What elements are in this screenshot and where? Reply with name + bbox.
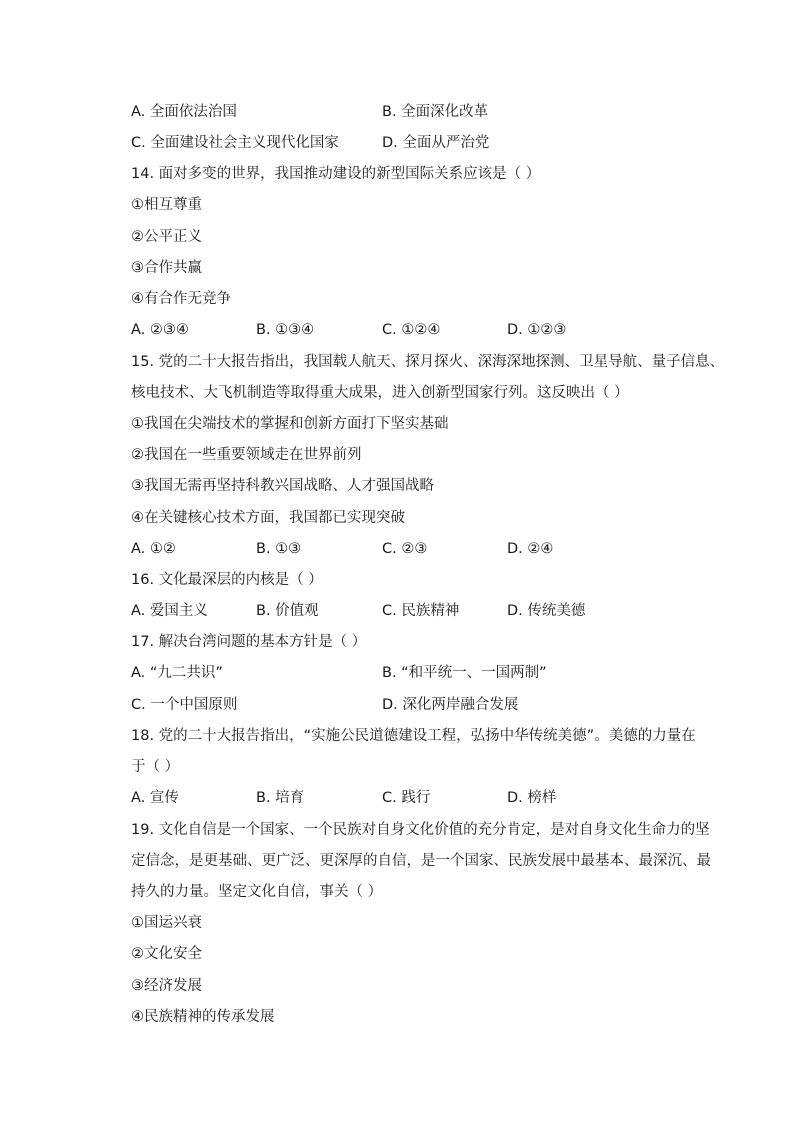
q14-option-c: C. ①②④ [382,322,441,338]
q14-option-a: A. ②③④ [131,322,189,338]
q17-option-b: B. “和平统一、一国两制” [382,665,547,681]
q18-option-a: A. 宣传 [131,790,179,806]
q16-option-a: A. 爱国主义 [131,603,208,619]
q19-item-3: ③经济发展 [131,978,202,994]
q19-stem-line-1: 19. 文化自信是一个国家、一个民族对自身文化价值的充分肯定，是对自身文化生命力的坚 [131,822,710,838]
q13-option-a: A. 全面依法治国 [131,104,237,120]
q15-item-1: ①我国在尖端技术的掌握和创新方面打下坚实基础 [131,416,449,432]
q18-option-d: D. 榜样 [507,790,557,806]
q14-item-3: ③合作共赢 [131,260,202,276]
q15-item-4: ④在关键核心技术方面，我国都已实现突破 [131,510,405,526]
q13-option-b: B. 全面深化改革 [382,104,489,120]
q15-option-a: A. ①② [131,541,176,557]
q18-stem-line-2: 于（ ） [131,759,180,775]
q16-option-d: D. 传统美德 [507,603,586,619]
q19-stem-line-3: 持久的力量。坚定文化自信，事关（ ） [131,884,383,900]
q17-option-c: C. 一个中国原则 [131,697,238,713]
q13-option-c: C. 全面建设社会主义现代化国家 [131,135,339,151]
q19-item-4: ④民族精神的传承发展 [131,1009,275,1025]
q16-option-c: C. 民族精神 [382,603,460,619]
q15-option-d: D. ②④ [507,541,554,557]
q15-item-2: ②我国在一些重要领域走在世界前列 [131,447,362,463]
q14-stem: 14. 面对多变的世界，我国推动建设的新型国际关系应该是（ ） [131,166,541,182]
q16-option-b: B. 价值观 [256,603,319,619]
q13-option-d: D. 全面从严治党 [382,135,490,151]
q17-option-a: A. “九二共识” [131,665,223,681]
q17-stem: 17. 解决台湾问题的基本方针是（ ） [131,634,367,650]
q19-stem-line-2: 定信念，是更基础、更广泛、更深厚的自信，是一个国家、民族发展中最基本、最深沉、最 [131,853,711,869]
q15-stem-line-1: 15. 党的二十大报告指出，我国载人航天、探月探火、深海深地探测、卫星导航、量子信息、 [131,354,725,370]
q15-option-b: B. ①③ [256,541,302,557]
q15-stem-line-2: 核电技术、大飞机制造等取得重大成果，进入创新型国家行列。这反映出（ ） [131,385,629,401]
q19-item-2: ②文化安全 [131,946,202,962]
q16-stem: 16. 文化最深层的内核是（ ） [131,572,323,588]
q18-stem-line-1: 18. 党的二十大报告指出，“实施公民道德建设工程，弘扬中华传统美德”。美德的力量在 [131,728,696,744]
q14-item-4: ④有合作无竞争 [131,291,231,307]
q15-option-c: C. ②③ [382,541,428,557]
q14-item-2: ②公平正义 [131,229,202,245]
q18-option-b: B. 培育 [256,790,305,806]
q15-item-3: ③我国无需再坚持科教兴国战略、人才强国战略 [131,478,434,494]
q17-option-d: D. 深化两岸融合发展 [382,697,519,713]
q19-item-1: ①国运兴衰 [131,915,202,931]
q18-option-c: C. 践行 [382,790,431,806]
q14-option-d: D. ①②③ [507,322,567,338]
q14-item-1: ①相互尊重 [131,197,202,213]
q14-option-b: B. ①③④ [256,322,315,338]
